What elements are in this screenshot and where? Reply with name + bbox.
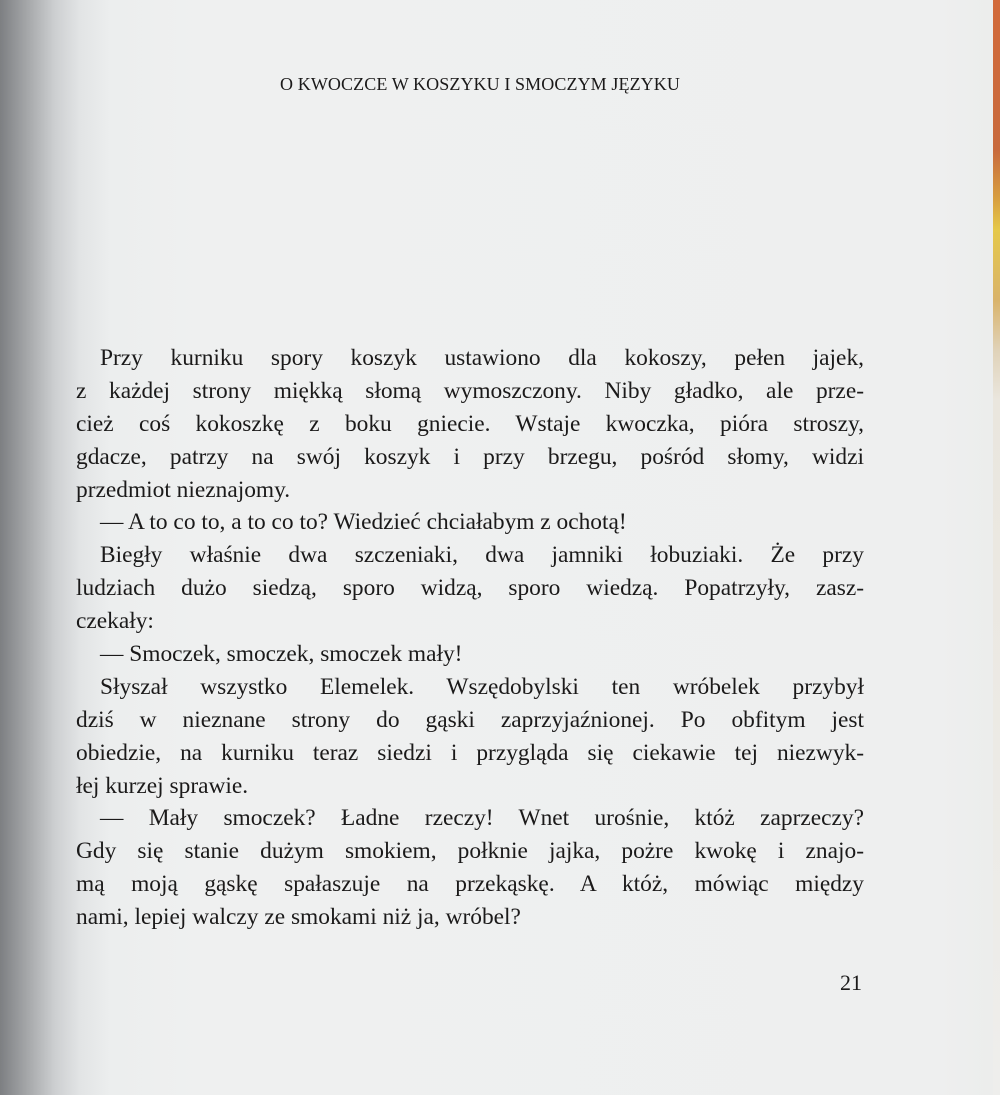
text-line: Biegły właśnie dwa szczeniaki, dwa jamniki łobuziaki. Że przy [100,542,864,569]
text-line: ludziach dużo siedzą, sporo widzą, sporo wiedzą. Popatrzyły, zasz- [76,575,864,602]
text-line: obiedzie, na kurniku teraz siedzi i przygląda się ciekawie tej niezwyk- [76,739,864,766]
chapter-title: O KWOCZCE W KOSZYKU I SMOCZYM JĘZYKU [280,74,680,94]
next-page-edge [993,0,1000,1095]
text-line: — Mały smoczek? Ładne rzeczy! Wnet urośnie, któż zaprzeczy? [100,805,864,832]
text-line: gdacze, patrzy na swój koszyk i przy brzegu, pośród słomy, widzi [76,443,864,470]
page-number: 21 [840,970,862,995]
text-line: nami, lepiej walczy ze smokami niż ja, wróbel? [76,904,521,931]
text-line: przedmiot nieznajomy. [76,476,291,503]
text-line: — A to co to, a to co to? Wiedzieć chciałabym z ochotą! [100,509,627,536]
text-line: cież coś kokoszkę z boku gniecie. Wstaje kwoczka, pióra stroszy, [76,410,864,437]
text-line: czekały: [76,608,154,635]
text-line: z każdej strony miękką słomą wymoszczony. Niby gładko, ale prze- [76,377,864,404]
text-line: Przy kurniku spory koszyk ustawiono dla kokoszy, pełen jajek, [100,345,864,371]
text-line: Gdy się stanie dużym smokiem, połknie jajka, pożre kwokę i znajo- [76,838,864,865]
body-text [76,342,864,934]
text-line: łej kurzej sprawie. [76,772,249,799]
text-line: Słyszał wszystko Elemelek. Wszędobylski ten wróbelek przybył [100,673,864,700]
text-line: dziś w nieznane strony do gąski zaprzyjaźnionej. Po obfitym jest [76,706,864,733]
text-line: — Smoczek, smoczek, smoczek mały! [100,641,463,668]
text-line: mą moją gąskę spałaszuje na przekąskę. A któż, mówiąc między [76,871,864,898]
